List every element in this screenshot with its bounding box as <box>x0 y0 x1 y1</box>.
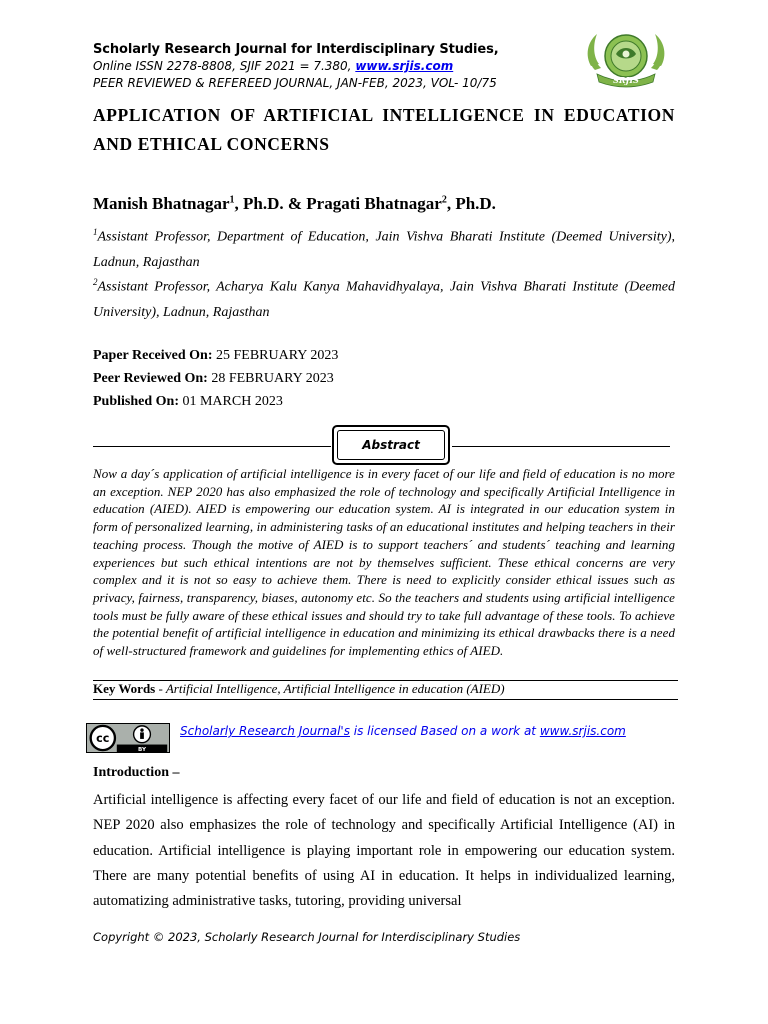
author-1-sup: 1 <box>229 194 235 206</box>
author-separator: , Ph.D. & <box>234 194 307 213</box>
affiliation-1-text: Assistant Professor, Department of Education, Jain Vishva Bharati Institute (Deemed University), Ladnun, Rajasthan <box>93 229 675 270</box>
author-1: Manish Bhatnagar <box>93 194 230 213</box>
abstract-rule-right <box>452 446 670 447</box>
introduction-text: Artificial intelligence is affecting every facet of our life and field of education is not an exception. NEP 2020 also emphasizes the role of technology and specifically Artificial Intelligence (AI) in education. Artificial intelligence is playing important role in empowering our education system. There are many potential benefits of using AI in education. It helps in individualized learning, automatizing administrative tasks, tutoring, providing universal <box>93 792 675 910</box>
peer-reviewed-line: PEER REVIEWED & REFEREED JOURNAL, JAN-FEB, 2023, VOL- 10/75 <box>93 76 497 90</box>
svg-text:cc: cc <box>96 732 110 746</box>
authors-line <box>93 194 496 214</box>
license-middle-text: is licensed Based on a work at <box>349 724 540 738</box>
journal-website-link[interactable]: www.srjis.com <box>355 59 454 73</box>
srjis-site-link[interactable]: www.srjis.com <box>539 724 626 738</box>
abstract-heading-box <box>332 425 450 465</box>
journal-logo-icon <box>583 30 669 90</box>
license-line <box>180 724 626 738</box>
author-2: Pragati Bhatnagar <box>306 194 442 213</box>
peer-reviewed-line-date <box>93 371 334 387</box>
published-value: 01 MARCH 2023 <box>178 394 283 409</box>
reviewed-label: Peer Reviewed On: <box>93 371 208 386</box>
abstract-heading: Abstract <box>337 430 445 460</box>
published-label: Published On: <box>93 394 179 409</box>
paper-received-line <box>93 348 338 364</box>
affiliation-2-sup: 2 <box>93 277 98 287</box>
affiliation-2 <box>93 270 675 325</box>
journal-name: Scholarly Research Journal for Interdisciplinary Studies, <box>93 42 499 57</box>
keywords-label: Key Words <box>93 681 156 696</box>
journal-license-link[interactable]: Scholarly Research Journal's <box>180 724 350 738</box>
affiliation-2-text: Assistant Professor, Acharya Kalu Kanya Mahavidhyalaya, Jain Vishva Bharati Institute (Deemed University), Ladnun, Rajasthan <box>93 279 675 320</box>
keywords-text: - Artificial Intelligence, Artificial Intelligence in education (AIED) <box>155 681 505 696</box>
copyright-footer: Copyright © 2023, Scholarly Research Journal for Interdisciplinary Studies <box>93 930 521 944</box>
author-2-sup: 2 <box>441 194 447 206</box>
abstract-rule-left <box>93 446 331 447</box>
affiliation-1 <box>93 220 675 275</box>
affiliation-1-sup: 1 <box>93 227 98 237</box>
received-label: Paper Received On: <box>93 348 213 363</box>
reviewed-value: 28 FEBRUARY 2023 <box>207 371 334 386</box>
introduction-heading: Introduction – <box>93 765 180 780</box>
paper-title: APPLICATION OF ARTIFICIAL INTELLIGENCE IN EDUCATION AND ETHICAL CONCERNS <box>93 105 675 154</box>
keywords-bottom-rule <box>93 699 678 700</box>
author-suffix: , Ph.D. <box>446 194 496 213</box>
journal-issn-line <box>93 59 453 73</box>
cc-by-badge-icon[interactable] <box>86 723 170 753</box>
issn-text: Online ISSN 2278-8808, SJIF 2021 = 7.380, <box>93 59 356 73</box>
logo-text: SRJIS <box>613 75 639 85</box>
published-line <box>93 394 283 410</box>
abstract-text: Now a day´s application of artificial intelligence is in every facet of our life and field of education is no more an exception. NEP 2020 has also emphasized the role of technology and specifically Artificial Intelligence in education (AIED). AIED is empowering our education system. AI is integrated in our education system in form of personalized learning, in administering tasks of an educational institutes and helping teachers in their teaching process. Though the motive of AIED is to support teachers´ and students´ teaching and learning experiences but such ethical intentions are not by themselves sufficient. These ethical concerns are very complex and it is not so easy to achieve them. There is need to explicitly consider ethical issues such as privacy, fairness, transparency, biases, autonomy etc. So the teachers and students using artificial intelligence tools must be fully aware of these ethical issues and should try to take full advantage of these tools. To achieve the potential benefit of artificial intelligence in education and minimizing its ethical drawbacks there is a need of well-structured framework and guidelines for implementing ethics of AIED. <box>93 466 675 659</box>
keywords-line <box>93 681 505 697</box>
cc-by-label: BY <box>137 747 147 753</box>
received-value: 25 FEBRUARY 2023 <box>212 348 339 363</box>
